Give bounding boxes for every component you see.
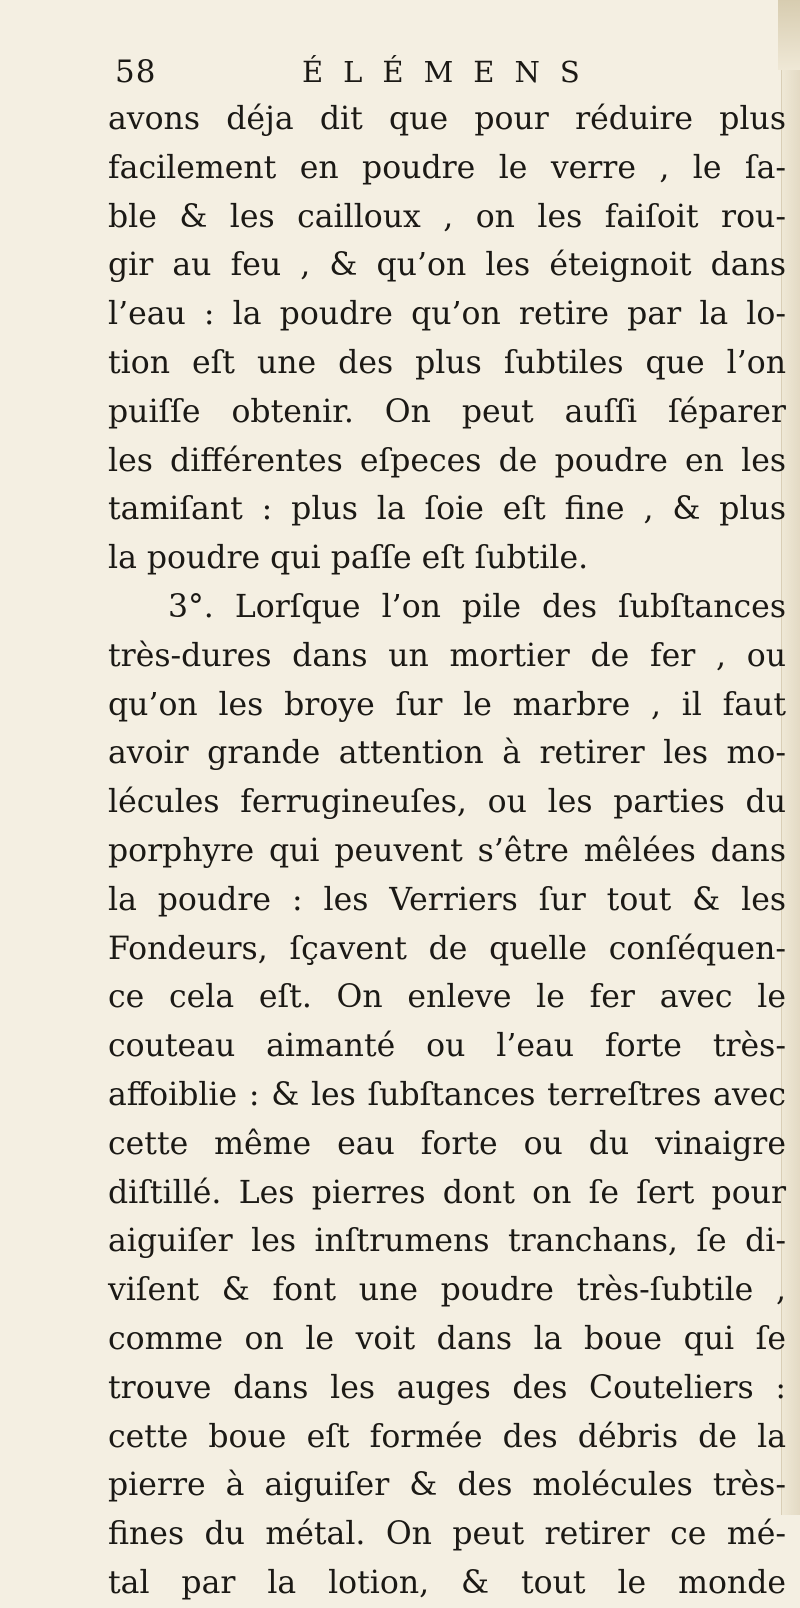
text-line: tion eſt une des plus ſubtiles que l’on [108, 344, 786, 381]
text-line: puiſſe obtenir. On peut auſſi ſéparer [108, 393, 786, 430]
text-line: très-dures dans un mortier de fer , ou [108, 637, 786, 674]
text-line: porphyre qui peuvent s’être mêlées dans [108, 832, 786, 869]
text-line: tamiſant : plus la ſoie eſt fine , & plus [108, 491, 786, 528]
text-line: qu’on les broye ſur le marbre , il faut [108, 686, 786, 723]
body-text [108, 95, 786, 1608]
text-line: comme on le voit dans la boue qui ſe [108, 1320, 786, 1357]
text-line: viſent & font une poudre très-ſubtile , [108, 1272, 786, 1309]
page-number: 58 [115, 54, 157, 90]
text-line: 3°. Lorſque l’on pile des ſubſtances [168, 588, 786, 625]
text-line: ce cela eſt. On enleve le fer avec le [108, 979, 786, 1016]
text-line: les différentes eſpeces de poudre en les [108, 442, 786, 479]
text-line: cette même eau forte ou du vinaigre [108, 1125, 786, 1162]
text-line: ble & les cailloux , on les faiſoit rou- [108, 198, 786, 235]
text-line: cette boue eſt formée des débris de la [108, 1418, 786, 1455]
text-line: affoiblie : & les ſubſtances terreſtres avec [108, 1076, 786, 1113]
text-line: avons déja dit que pour réduire plus [108, 101, 786, 137]
running-title: ÉLÉMENS [302, 55, 600, 89]
text-line: tal par la lotion, & tout le monde [108, 1564, 786, 1601]
page-header [115, 52, 675, 96]
text-line: fines du métal. On peut retirer ce mé- [108, 1516, 786, 1553]
text-line: gir au feu , & qu’on les éteignoit dans [108, 247, 786, 284]
text-line: lécules ferrugineuſes, ou les parties du [108, 784, 786, 821]
text-line: avoir grande attention à retirer les mo- [108, 735, 786, 772]
text-line: pierre à aiguiſer & des molécules très- [108, 1467, 786, 1504]
text-line: Fondeurs, ſçavent de quelle conſéquen- [108, 930, 786, 967]
text-line: diſtillé. Les pierres dont on ſe ſert pour [108, 1174, 786, 1211]
text-line: facilement en poudre le verre , le ſa- [108, 149, 786, 186]
text-line: trouve dans les auges des Couteliers : [108, 1369, 786, 1406]
text-line: la poudre qui paſſe eſt ſubtile. [108, 540, 589, 577]
text-line: couteau aimanté ou l’eau forte très- [108, 1028, 786, 1065]
text-line: aiguiſer les inſtrumens tranchans, ſe di- [108, 1223, 786, 1260]
text-line: l’eau : la poudre qu’on retire par la lo- [108, 296, 786, 333]
page-corner-shadow [778, 0, 800, 70]
text-line: la poudre : les Verriers ſur tout & les [108, 881, 786, 918]
